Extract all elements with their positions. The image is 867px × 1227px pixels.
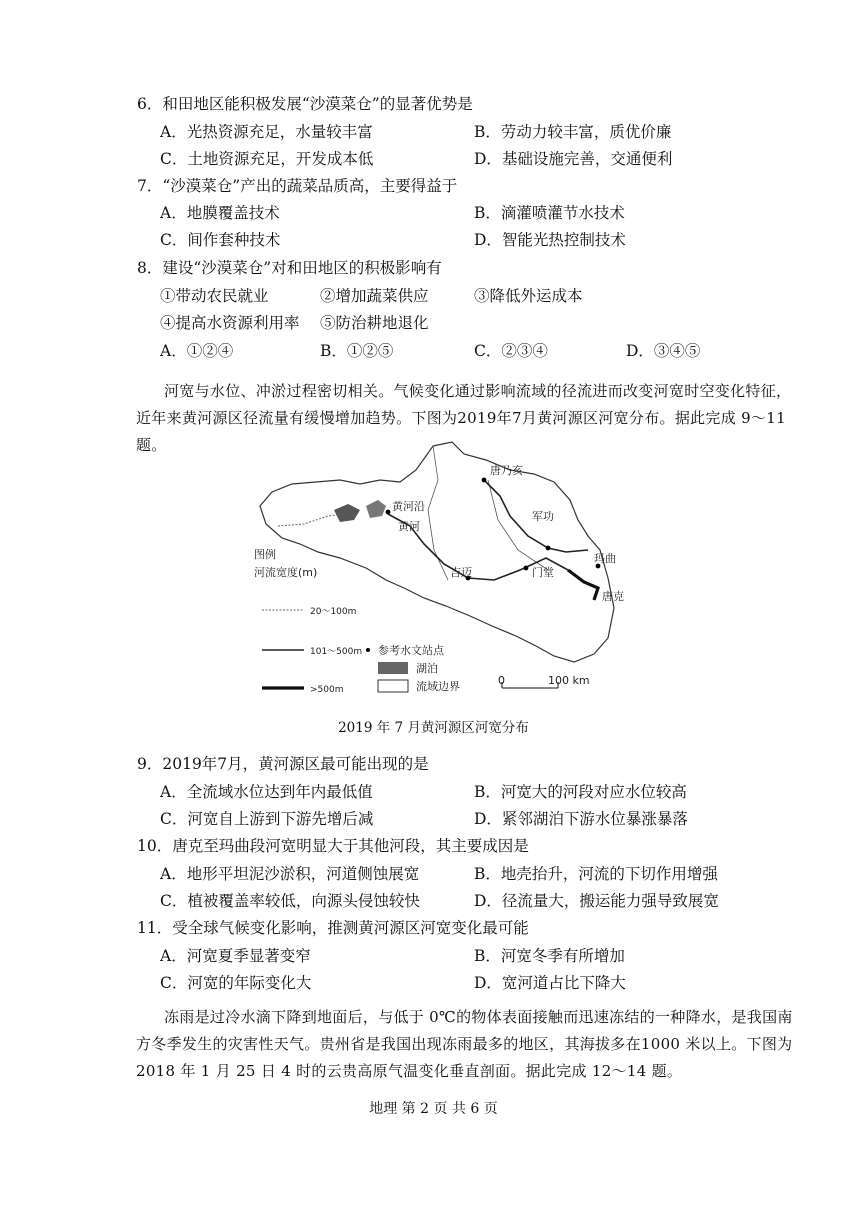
label-tangnaihai: 唐乃亥 bbox=[490, 464, 523, 477]
legend-station-symbol bbox=[366, 648, 370, 652]
q6-option-b: B．劳动力较丰富，质优价廉 bbox=[474, 123, 672, 141]
intro-paragraph-12-14 bbox=[136, 1004, 804, 1085]
q11-stem: 11．受全球气候变化影响，推测黄河源区河宽变化最可能 bbox=[137, 919, 529, 937]
q11-option-a: A．河宽夏季显著变窄 bbox=[160, 947, 311, 965]
q8-stem: 8．建设“沙漠菜仓”对和田地区的积极影响有 bbox=[137, 259, 442, 277]
q8-item-4: ④提高水资源利用率 bbox=[160, 314, 300, 332]
q6-stem: 6．和田地区能积极发展“沙漠菜仓”的显著优势是 bbox=[137, 95, 473, 113]
label-huangheyan: 黄河沿 bbox=[392, 500, 425, 513]
q10-option-d: D．径流量大，搬运能力强导致展宽 bbox=[474, 892, 719, 910]
page-footer: 地理 第 2 页 共 6 页 bbox=[369, 1101, 498, 1117]
legend-width-title: 河流宽度(m) bbox=[254, 566, 318, 579]
q7-option-a: A．地膜覆盖技术 bbox=[160, 204, 280, 222]
intro-paragraph-9-11-text: 河宽与水位、冲淤过程密切相关。气候变化通过影响流域的径流进而改变河宽时空变化特征，近年来黄河源区径流量有缓慢增加趋势。下图为2019年7月黄河源区河宽分布。据此完成 9～11 题。 bbox=[136, 382, 792, 454]
legend-boundary: 流域边界 bbox=[416, 680, 460, 693]
label-huanghe: 黄河 bbox=[398, 520, 420, 533]
q6-option-d: D．基础设施完善，交通便利 bbox=[474, 150, 673, 168]
q6-option-a: A．光热资源充足，水量较丰富 bbox=[160, 123, 373, 141]
legend-lake-symbol bbox=[378, 662, 408, 674]
q11-option-d: D．宽河道占比下降大 bbox=[474, 974, 626, 992]
legend-lake: 湖泊 bbox=[416, 662, 438, 675]
q7-stem: 7．“沙漠菜仓”产出的蔬菜品质高，主要得益于 bbox=[137, 177, 458, 195]
label-maqu: 玛曲 bbox=[594, 552, 616, 565]
q9-option-b: B．河宽大的河段对应水位较高 bbox=[474, 783, 687, 801]
sub-basin-divide bbox=[428, 446, 448, 580]
station-marker bbox=[386, 510, 391, 515]
station-marker bbox=[524, 566, 529, 571]
label-mentang: 门堂 bbox=[532, 566, 554, 579]
q7-option-d: D．智能光热控制技术 bbox=[474, 231, 626, 249]
q6-option-c: C．土地资源充足，开发成本低 bbox=[160, 150, 374, 168]
legend-width-1: 20～100m bbox=[310, 607, 357, 617]
q8-item-2: ②增加蔬菜供应 bbox=[320, 287, 429, 305]
legend-width-2: 101～500m bbox=[310, 647, 363, 657]
q9-stem: 9．2019年7月，黄河源区最可能出现的是 bbox=[137, 755, 429, 773]
q11-option-b: B．河宽冬季有所增加 bbox=[474, 947, 625, 965]
label-tangke: 唐克 bbox=[602, 590, 624, 603]
legend-station: 参考水文站点 bbox=[378, 644, 444, 657]
figure-caption: 2019 年 7 月黄河源区河宽分布 bbox=[338, 720, 529, 736]
scale-zero: 0 bbox=[498, 674, 505, 687]
q8-option-b: B．①②⑤ bbox=[320, 342, 394, 360]
q10-option-b: B．地壳抬升，河流的下切作用增强 bbox=[474, 865, 718, 883]
q10-option-a: A．地形平坦泥沙淤积，河道侧蚀展宽 bbox=[160, 865, 420, 883]
q7-option-c: C．间作套种技术 bbox=[160, 231, 281, 249]
q8-option-a: A．①②④ bbox=[160, 342, 234, 360]
q9-option-a: A．全流域水位达到年内最低值 bbox=[160, 783, 373, 801]
q8-item-1: ①带动农民就业 bbox=[160, 287, 269, 305]
scale-value: 100 km bbox=[548, 674, 590, 687]
station-marker bbox=[546, 546, 551, 551]
q8-option-c: C．②③④ bbox=[474, 342, 548, 360]
river-wide bbox=[568, 570, 598, 600]
label-jungong: 军功 bbox=[532, 510, 554, 523]
q9-option-d: D．紧邻湖泊下游水位暴涨暴落 bbox=[474, 810, 688, 828]
q8-option-d: D．③④⑤ bbox=[626, 342, 701, 360]
q8-item-3: ③降低外运成本 bbox=[474, 287, 583, 305]
q10-stem: 10．唐克至玛曲段河宽明显大于其他河段，其主要成因是 bbox=[137, 837, 529, 855]
river-narrow bbox=[278, 514, 344, 526]
q9-option-c: C．河宽自上游到下游先增后减 bbox=[160, 810, 374, 828]
q8-item-5: ⑤防治耕地退化 bbox=[320, 314, 429, 332]
q10-option-c: C．植被覆盖率较低，向源头侵蚀较快 bbox=[160, 892, 420, 910]
q7-option-b: B．滴灌喷灌节水技术 bbox=[474, 204, 625, 222]
lake-ngoring bbox=[366, 500, 386, 518]
legend-title: 图例 bbox=[254, 548, 276, 561]
q11-option-c: C．河宽的年际变化大 bbox=[160, 974, 312, 992]
legend-width-3: >500m bbox=[310, 685, 344, 695]
yellow-river-source-width-map bbox=[248, 440, 624, 710]
lake-gyaring bbox=[334, 504, 360, 522]
intro-paragraph-12-14-text: 冻雨是过冷水滴下降到地面后，与低于 0℃的物体表面接触而迅速冻结的一种降水，是我国南方冬季发生的灾害性天气。贵州省是我国出现冻雨最多的地区，其海拔多在1000 米以上。下图为 2018 年 1 月 25 日 4 时的云贵高原气温变化垂直剖面。据此完成 12～14 题。 bbox=[136, 1008, 793, 1080]
station-marker bbox=[482, 478, 487, 483]
legend-boundary-symbol bbox=[378, 680, 408, 692]
label-jimai: 吉迈 bbox=[450, 566, 472, 579]
